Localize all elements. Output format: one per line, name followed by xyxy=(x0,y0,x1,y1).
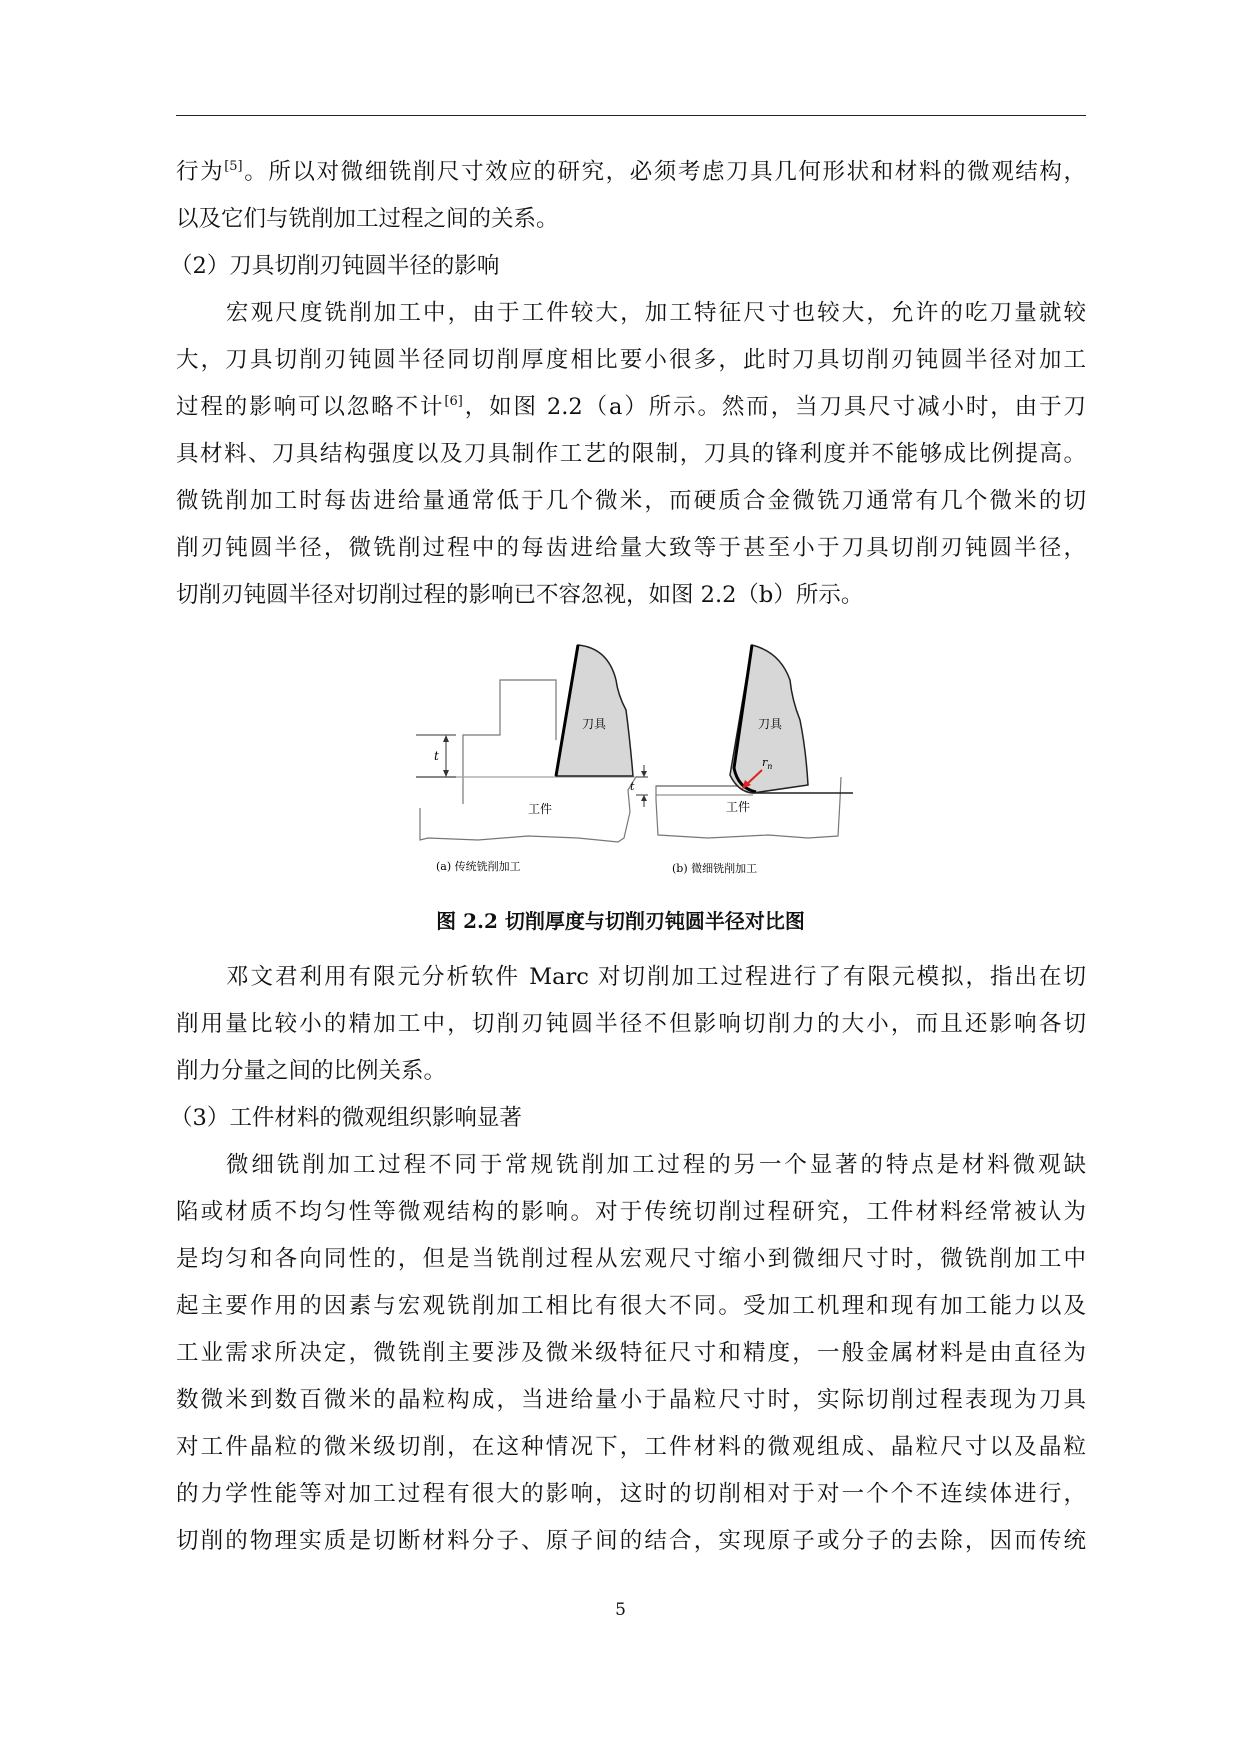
workpiece-label: 工件 xyxy=(528,802,553,816)
arrowhead-up xyxy=(443,735,449,742)
t-label: t xyxy=(630,780,635,793)
sub-caption-b: (b) 微细铣削加工 xyxy=(672,862,758,875)
paragraph-line: 工业需求所决定，微铣削主要涉及微米级特征尺寸和精度，一般金属材料是由直径为 xyxy=(176,1340,1086,1366)
page-number: 5 xyxy=(615,1600,626,1620)
paragraph-line: 数微米到数百微米的晶粒构成，当进给量小于晶粒尺寸时，实际切削过程表现为刀具 xyxy=(176,1387,1086,1413)
paragraph-line: 的力学性能等对加工过程有很大的影响，这时的切削相对于对一个个不连续体进行， xyxy=(176,1481,1086,1507)
section-heading: （2）刀具切削刃钝圆半径的影响 xyxy=(170,253,500,279)
workpiece-outline-top xyxy=(463,680,556,804)
tool-label: 刀具 xyxy=(758,717,783,731)
paragraph-line: 大，刀具切削刃钝圆半径同切削厚度相比要小很多，此时刀具切削刃钝圆半径对加工 xyxy=(176,347,1086,373)
paragraph-line: 是均匀和各向同性的，但是当铣削过程从宏观尺寸缩小到微细尺寸时，微铣削加工中 xyxy=(176,1246,1086,1272)
paragraph-line: 削力分量之间的比例关系。 xyxy=(176,1058,447,1084)
figure-diagram xyxy=(408,640,888,890)
micro-milling-diagram xyxy=(630,645,853,875)
paragraph-line: 微铣削加工时每齿进给量通常低于几个微米，而硬质合金微铣刀通常有几个微米的切 xyxy=(176,488,1086,514)
rn-label: $r_n$ xyxy=(762,756,773,771)
figure-caption: 图 2.2 切削厚度与切削刃钝圆半径对比图 xyxy=(436,909,805,933)
paragraph-line: 邓文君利用有限元分析软件 Marc 对切削加工过程进行了有限元模拟，指出在切 xyxy=(226,964,1086,990)
paragraph-line: 具材料、刀具结构强度以及刀具制作工艺的限制，刀具的锋利度并不能够成比例提高。 xyxy=(176,441,1086,467)
header-rule xyxy=(176,115,1086,116)
arrowhead-down xyxy=(443,770,449,777)
arrowhead-up xyxy=(641,795,647,801)
paragraph-line: 陷或材质不均匀性等微观结构的影响。对于传统切削过程研究，工件材料经常被认为 xyxy=(176,1199,1086,1225)
paragraph-line: 削用量比较小的精加工中，切削刃钝圆半径不但影响切削力的大小，而且还影响各切 xyxy=(176,1011,1086,1037)
sub-caption-a: (a) 传统铣削加工 xyxy=(436,860,521,873)
paragraph-line: 起主要作用的因素与宏观铣削加工相比有很大不同。受加工机理和现有加工能力以及 xyxy=(176,1293,1086,1319)
workpiece-outline xyxy=(416,777,636,842)
paragraph-line: 切削的物理实质是切断材料分子、原子间的结合，实现原子或分子的去除，因而传统 xyxy=(176,1528,1086,1554)
figure-2-2 xyxy=(408,640,888,890)
workpiece-label: 工件 xyxy=(726,800,751,814)
citation-ref[interactable]: [5] xyxy=(224,159,243,174)
t-label: t xyxy=(434,749,439,763)
arrowhead-down xyxy=(641,771,647,777)
paragraph-line: 行为[5]。所以对微细铣削尺寸效应的研究，必须考虑刀具几何形状和材料的微观结构， xyxy=(176,159,1086,185)
paragraph-line: 削刃钝圆半径，微铣削过程中的每齿进给量大致等于甚至小于刀具切削刃钝圆半径， xyxy=(176,535,1086,561)
paragraph-line: 过程的影响可以忽略不计[6]，如图 2.2（a）所示。然而，当刀具尺寸减小时，由于刀 xyxy=(176,394,1086,420)
paragraph-line: 切削刃钝圆半径对切削过程的影响已不容忽视，如图 2.2（b）所示。 xyxy=(176,582,864,608)
section-heading: （3）工件材料的微观组织影响显著 xyxy=(170,1105,522,1131)
citation-ref[interactable]: [6] xyxy=(444,394,463,409)
paragraph-line: 微细铣削加工过程不同于常规铣削加工过程的另一个显著的特点是材料微观缺 xyxy=(226,1152,1086,1178)
paragraph-line: 对工件晶粒的微米级切削，在这种情况下，工件材料的微观组成、晶粒尺寸以及晶粒 xyxy=(176,1434,1086,1460)
paragraph-line: 宏观尺度铣削加工中，由于工件较大，加工特征尺寸也较大，允许的吃刀量就较 xyxy=(226,300,1086,326)
conventional-milling-diagram xyxy=(416,645,636,873)
paragraph-line: 以及它们与铣削加工过程之间的关系。 xyxy=(176,206,559,232)
tool-label: 刀具 xyxy=(582,717,607,731)
